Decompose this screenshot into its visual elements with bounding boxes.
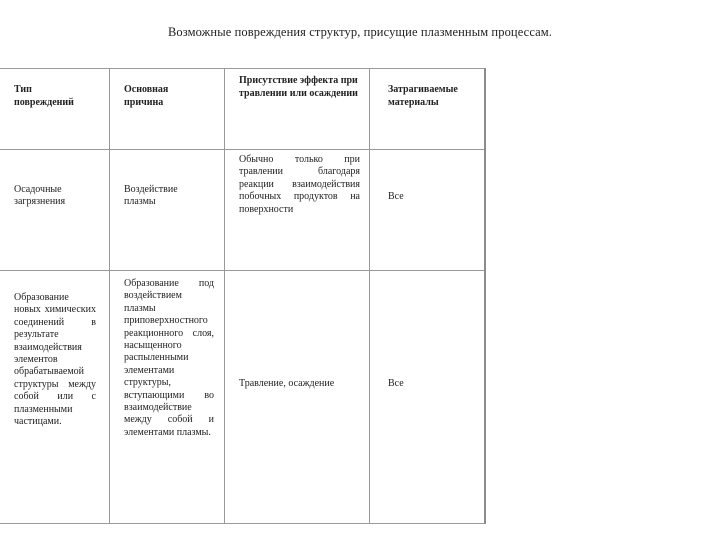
row2-affected-materials: Все — [388, 378, 404, 389]
table-border-top — [0, 68, 486, 69]
row1-affected-materials: Все — [388, 191, 404, 202]
row1-effect-presence: Обычно только при травлении благодаря реакции взаимодействия побочных продуктов на поверхности — [239, 154, 360, 215]
row2-main-cause: Образование под воздействием плазмы приповерхностного реакционного слоя, насыщенного распыленными элементами структуры, вступающими во взаимодействие между собой и элементами плазмы. — [124, 278, 214, 438]
column-divider-1 — [109, 68, 110, 523]
row-divider-2 — [0, 270, 486, 271]
row-divider-1 — [0, 149, 486, 150]
header-main-cause: Основная причина — [124, 84, 169, 108]
header-affected-materials: Затрагиваемые материалы — [388, 84, 458, 108]
header-damage-type: Тип повреждений — [14, 84, 74, 108]
table-border-bottom — [0, 523, 486, 524]
column-divider-2 — [224, 68, 225, 523]
row2-effect-presence: Травление, осаждение — [239, 378, 335, 389]
header-effect-presence: Присутствие эффекта при травлении или осаждении — [239, 75, 358, 99]
row1-main-cause: Воздействие плазмы — [124, 184, 178, 208]
row2-damage-type: Образование новых химических соединений в результате взаимодействия элементов обрабатываемой структуры между собой или с плазменными частицами. — [14, 292, 96, 428]
table-border-right — [484, 68, 486, 524]
column-divider-3 — [369, 68, 370, 523]
row1-damage-type: Осадочные загрязнения — [14, 184, 66, 208]
page-title: Возможные повреждения структур, присущие плазменным процессам. — [167, 25, 552, 39]
